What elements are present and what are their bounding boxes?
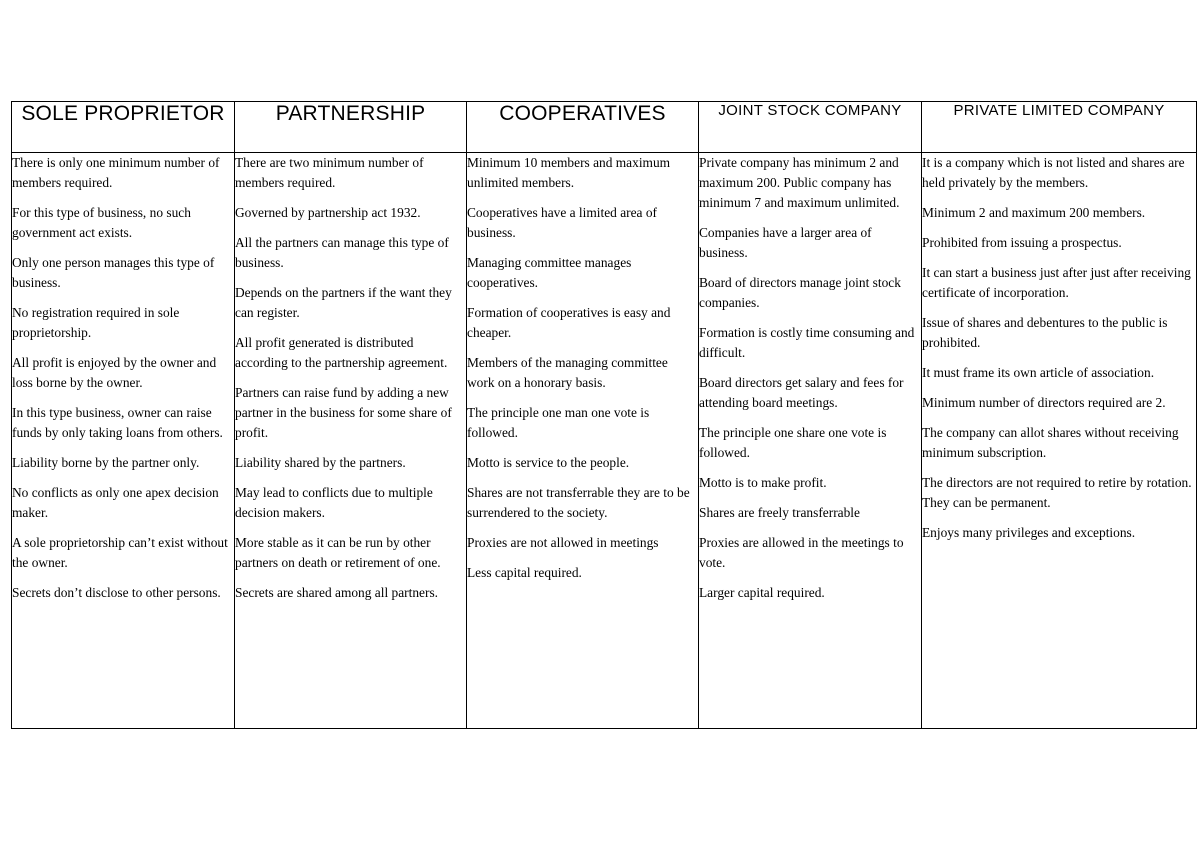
list-item: Secrets don’t disclose to other persons.: [12, 585, 221, 600]
column-sole-proprietor: [12, 153, 235, 729]
list-item: In this type business, owner can raise funds by only taking loans from others.: [12, 405, 223, 440]
list-item: Shares are not transferrable they are to be surrendered to the society.: [467, 485, 690, 520]
list-item: Proxies are allowed in the meetings to vote.: [699, 535, 904, 570]
business-comparison-table: [11, 101, 1197, 729]
list-item: Enjoys many privileges and exceptions.: [922, 525, 1136, 540]
list-item: Formation of cooperatives is easy and cheaper.: [467, 305, 671, 340]
list-item: All the partners can manage this type of business.: [235, 235, 449, 270]
list-item: Minimum number of directors required are 2.: [922, 395, 1166, 410]
list-item: For this type of business, no such government act exists.: [12, 205, 191, 240]
list-item: All profit is enjoyed by the owner and loss borne by the owner.: [12, 355, 217, 390]
list-item: It must frame its own article of association.: [922, 365, 1155, 380]
list-item: The principle one man one vote is followed.: [467, 405, 650, 440]
list-item: Issue of shares and debentures to the public is prohibited.: [922, 315, 1168, 350]
header-cooperatives: COOPERATIVES: [467, 102, 699, 153]
list-item: Board of directors manage joint stock companies.: [699, 275, 901, 310]
list-item: Liability borne by the partner only.: [12, 455, 200, 470]
list-item: Minimum 2 and maximum 200 members.: [922, 205, 1146, 220]
list-item: The directors are not required to retire by rotation. They can be permanent.: [922, 475, 1192, 510]
list-item: Larger capital required.: [699, 585, 825, 600]
column-cooperatives: [467, 153, 699, 729]
header-sole-proprietor: SOLE PROPRIETOR: [12, 102, 235, 153]
list-item: Partners can raise fund by adding a new partner in the business for some share of profit.: [235, 385, 452, 440]
list-item: May lead to conflicts due to multiple decision makers.: [235, 485, 433, 520]
list-item: It can start a business just after just after receiving certificate of incorporation.: [922, 265, 1191, 300]
header-joint-stock-company: JOINT STOCK COMPANY: [699, 102, 922, 153]
list-item: The company can allot shares without receiving minimum subscription.: [922, 425, 1179, 460]
list-item: Liability shared by the partners.: [235, 455, 406, 470]
header-private-limited-company: PRIVATE LIMITED COMPANY: [922, 102, 1197, 153]
column-joint-stock-company: [699, 153, 922, 729]
list-item: The principle one share one vote is followed.: [699, 425, 887, 460]
table-header-row: [12, 102, 1197, 153]
header-partnership: PARTNERSHIP: [235, 102, 467, 153]
list-item: All profit generated is distributed according to the partnership agreement.: [235, 335, 448, 370]
list-item: There is only one minimum number of members required.: [12, 155, 220, 190]
list-item: Cooperatives have a limited area of business.: [467, 205, 657, 240]
list-item: Less capital required.: [467, 565, 582, 580]
list-item: Depends on the partners if the want they can register.: [235, 285, 452, 320]
list-item: Private company has minimum 2 and maximum 200. Public company has minimum 7 and maximum unlimited.: [699, 155, 900, 210]
list-item: Governed by partnership act 1932.: [235, 205, 421, 220]
list-item: Motto is service to the people.: [467, 455, 630, 470]
list-item: Board directors get salary and fees for attending board meetings.: [699, 375, 904, 410]
list-item: There are two minimum number of members required.: [235, 155, 424, 190]
list-item: More stable as it can be run by other partners on death or retirement of one.: [235, 535, 441, 570]
list-item: It is a company which is not listed and shares are held privately by the members.: [922, 155, 1185, 190]
list-item: A sole proprietorship can’t exist without the owner.: [12, 535, 228, 570]
list-item: Formation is costly time consuming and difficult.: [699, 325, 915, 360]
list-item: Motto is to make profit.: [699, 475, 827, 490]
list-item: Companies have a larger area of business.: [699, 225, 872, 260]
list-item: Secrets are shared among all partners.: [235, 585, 439, 600]
table-body-row: [12, 153, 1197, 729]
list-item: No registration required in sole proprietorship.: [12, 305, 180, 340]
column-partnership: [235, 153, 467, 729]
list-item: Shares are freely transferrable: [699, 505, 860, 520]
list-item: Proxies are not allowed in meetings: [467, 535, 659, 550]
list-item: Managing committee manages cooperatives.: [467, 255, 632, 290]
list-item: Members of the managing committee work on a honorary basis.: [467, 355, 668, 390]
column-private-limited-company: [922, 153, 1197, 729]
list-item: Minimum 10 members and maximum unlimited members.: [467, 155, 671, 190]
list-item: No conflicts as only one apex decision maker.: [12, 485, 219, 520]
list-item: Prohibited from issuing a prospectus.: [922, 235, 1122, 250]
list-item: Only one person manages this type of business.: [12, 255, 215, 290]
